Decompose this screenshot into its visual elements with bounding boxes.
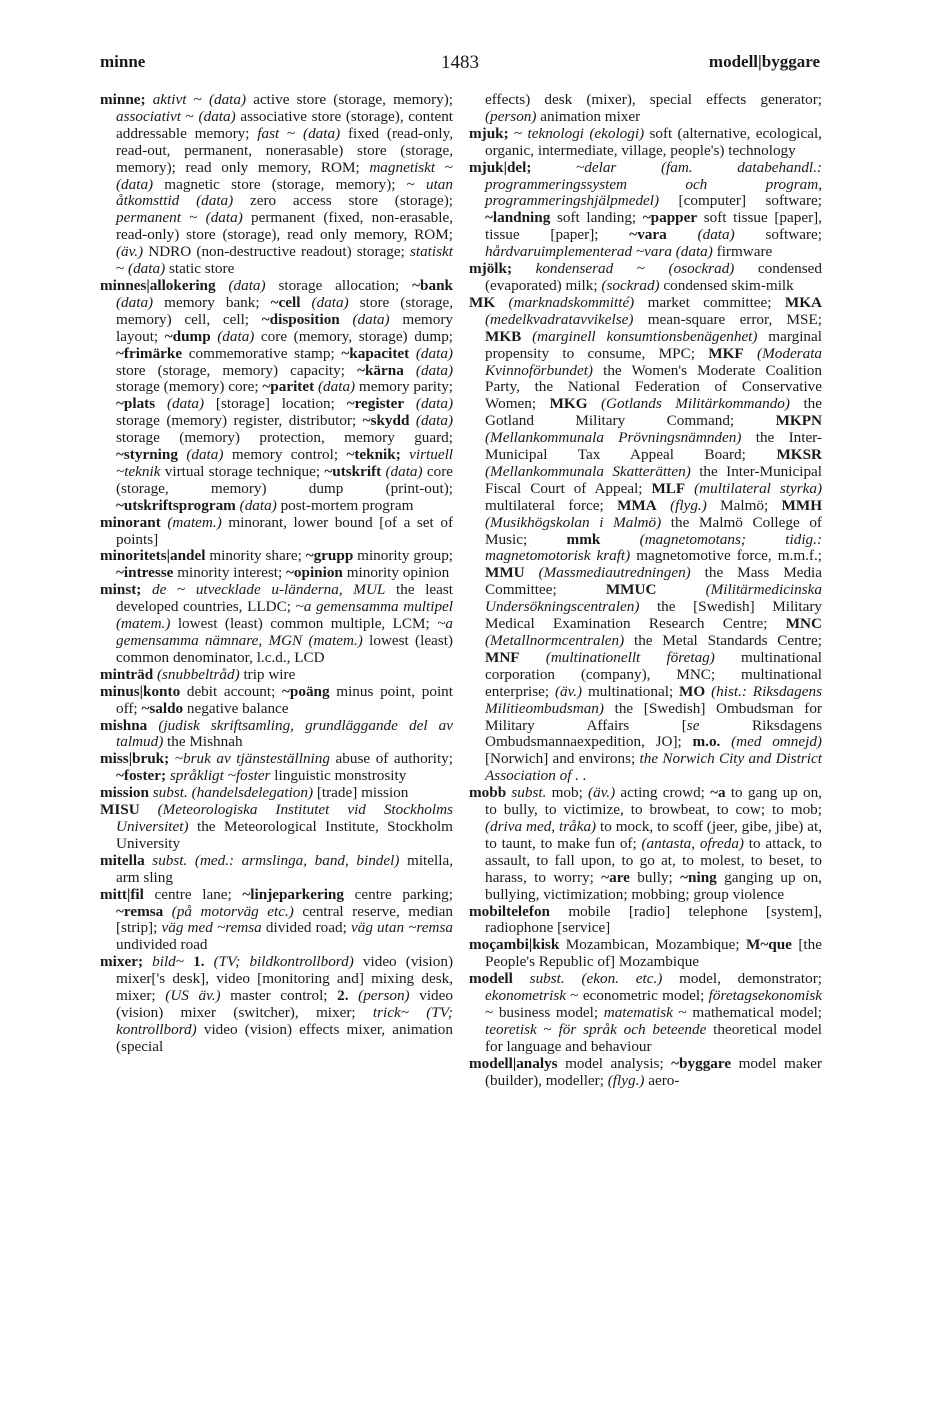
dictionary-entry: modell|analys model analysis; ~byggare model maker (builder), modeller; (flyg.) aero- (469, 1054, 822, 1089)
left-column (100, 92, 453, 1056)
page-number: 1483 (441, 52, 479, 73)
dictionary-entry: mitt|fil centre lane; ~linjeparkering centre parking; ~remsa (på motorväg etc.) central reserve, median [strip]; väg med ~remsa divided road; väg utan ~remsa undivided road (100, 885, 454, 954)
dictionary-entry: minnes|allokering (data) storage allocation; ~bank (data) memory bank; ~cell (data) store (storage, memory) cell, cell; ~disposition (data) memory layout; ~dump (data) core (memory, storage) dump; ~frimärke commemorative stamp; ~kapacitet (data) store (storage, memory) capacity; ~kärna (data) storage (memory) core; ~paritet (data) memory parity; ~plats (data) [storage] location; ~register (data) storage (memory) register, distributor; ~skydd (data) storage (memory) protection, memory guard; ~styrning (data) memory control; ~teknik; virtuell ~teknik virtual storage technique; ~utskrift (data) core (storage, memory) dump (print-out); ~utskriftsprogram (data) post-mortem program (100, 276, 454, 514)
dictionary-entry: minst; de ~ utvecklade u-länderna, MUL the least developed countries, LLDC; ~a gemensamma multipel (matem.) lowest (least) common multiple, LCM; ~a gemensamma nämnare, MGN (matem.) lowest (least) common denominator, l.c.d., LCD (100, 581, 454, 666)
dictionary-entry: mjuk; ~ teknologi (ekologi) soft (alternative, ecological, organic, intermediate, village, people's) technology (469, 124, 822, 159)
header-left-guideword: minne (100, 52, 146, 71)
dictionary-entry: moçambi|kisk Mozambican, Mozambique; M~que [the People's Republic of] Mozambique (469, 936, 822, 971)
dictionary-entry: miss|bruk; ~bruk av tjänsteställning abuse of authority; ~foster; språkligt ~foster linguistic monstrosity (100, 750, 453, 785)
dictionary-entry: MISU (Meteorologiska Institutet vid Stockholms Universitet) the Meteorological Institute, Stockholm University (100, 801, 453, 852)
dictionary-entry: effects) desk (mixer), special effects generator; (person) animation mixer (485, 91, 822, 125)
dictionary-entry: mobiltelefon mobile [radio] telephone [system], radiophone [service] (469, 902, 822, 937)
dictionary-entry: minus|konto debit account; ~poäng minus point, point off; ~saldo negative balance (100, 682, 453, 717)
running-head (100, 52, 820, 78)
dictionary-entry: mitella subst. (med.: armslinga, band, bindel) mitella, arm sling (100, 851, 453, 886)
dictionary-entry: mjuk|del; ~delar (fam. databehandl.: programmeringssystem och program, programmeringshjälpmedel) [computer] software; ~landning soft landing; ~papper soft tissue [paper], tissue [paper]; ~vara (data) software; hårdvaruimplementerad ~vara (data) firmware (469, 158, 823, 261)
right-column (469, 92, 822, 1089)
dictionary-entry: mixer; bild~ 1. (TV; bildkontrollbord) video (vision) mixer['s desk], video [monitoring and] mixing desk, mixer; (US äv.) master control; 2. (person) video (vision) mixer (switcher), mixer; trick~ (TV; kontrollbord) video (vision) effects mixer, animation (special (100, 953, 454, 1055)
dictionary-entry: mishna (judisk skriftsamling, grundläggande del av talmud) the Mishnah (100, 716, 454, 751)
dictionary-entry: minne; aktivt ~ (data) active store (storage, memory); associativt ~ (data) associative store (storage), content addressable memory; fast ~ (data) fixed (read-only, read-out, permanent, nonerasable) store (storage, memory); read only memory, ROM; magnetiskt ~ (data) magnetic store (storage, memory); ~ utan åtkomsttid (data) zero access store (storage); permanent ~ (data) permanent (fixed, non-erasable, read-only) store (storage), read only memory, ROM; (äv.) NDRO (non-destructive readout) storage; statiskt ~ (data) static store (100, 91, 454, 278)
dictionary-entry: minträd (snubbeltråd) trip wire (100, 665, 296, 683)
dictionary-entry: mission subst. (handelsdelegation) [trade] mission (100, 784, 409, 802)
dictionary-entry: modell subst. (ekon. etc.) model, demonstrator; ekonometrisk ~ econometric model; företagsekonomisk ~ business model; matematisk ~ mathematical model; teoretisk ~ för språk och beteende theoretical model for language and behaviour (469, 970, 823, 1055)
dictionary-entry: minoritets|andel minority share; ~grupp minority group; ~intresse minority interest; ~opinion minority opinion (100, 547, 454, 582)
dictionary-entry: mobb subst. mob; (äv.) acting crowd; ~a to gang up on, to bully, to victimize, to browbeat, to cow; to mob; (driva med, tråka) to mock, to scoff (jeer, gibe, jibe) at, to taunt, to make fun of; (antasta, ofreda) to attack, to assault, to fall upon, to go at, to molest, to beset, to harass, to worry; ~are bully; ~ning ganging up on, bullying, victimization; mobbing; group violence (469, 784, 822, 903)
header-right-guideword: modell|byggare (708, 52, 820, 71)
dictionary-entry: minorant (matem.) minorant, lower bound [of a set of points] (100, 513, 454, 548)
dictionary-entry: mjölk; kondenserad ~ (osockrad) condensed (evaporated) milk; (sockrad) condensed skim-milk (469, 260, 823, 294)
dictionary-entry: MK (marknadskommitté) market committee; MKA (medelkvadratavvikelse) mean-square error, MSE; MKB (marginell konsumtionsbenägenhet) marginal propensity to consume, MPC; MKF (Moderata Kvinnoförbundet) the Women's Moderate Coalition Party, the National Federation of Conservative Women; MKG (Gotlands Militärkommando) the Gotland Military Command; MKPN (Mellankommunala Prövningsnämnden) the Inter-Municipal Tax Appeal Board; MKSR (Mellankommunala Skatterätten) the Inter-Municipal Fiscal Court of Appeal; MLF (multilateral styrka) multilateral force; MMA (flyg.) Malmö; MMH (Musikhögskolan i Malmö) the Malmö College of Music; mmk (magnetomotans; tidig.: magnetomotorisk kraft) magnetomotive force, m.m.f.; MMU (Massmediautredningen) the Mass Media Committee; MMUC (Militärmedicinska Undersökningscentralen) the [Swedish] Military Medical Examination Research Centre; MNC (Metallnormcentralen) the Metal Standards Centre; MNF (multinationellt företag) multinational corporation (company), MNC; multinational enterprise; (äv.) multinational; MO (hist.: Riksdagens Militieombudsman) the [Swedish] Ombudsman for Military Affairs [se Riksdagens Ombudsmannaexpedition, JO]; m.o. (med omnejd) [Norwich] and environs; the Norwich City and District Association of . . (469, 293, 823, 785)
